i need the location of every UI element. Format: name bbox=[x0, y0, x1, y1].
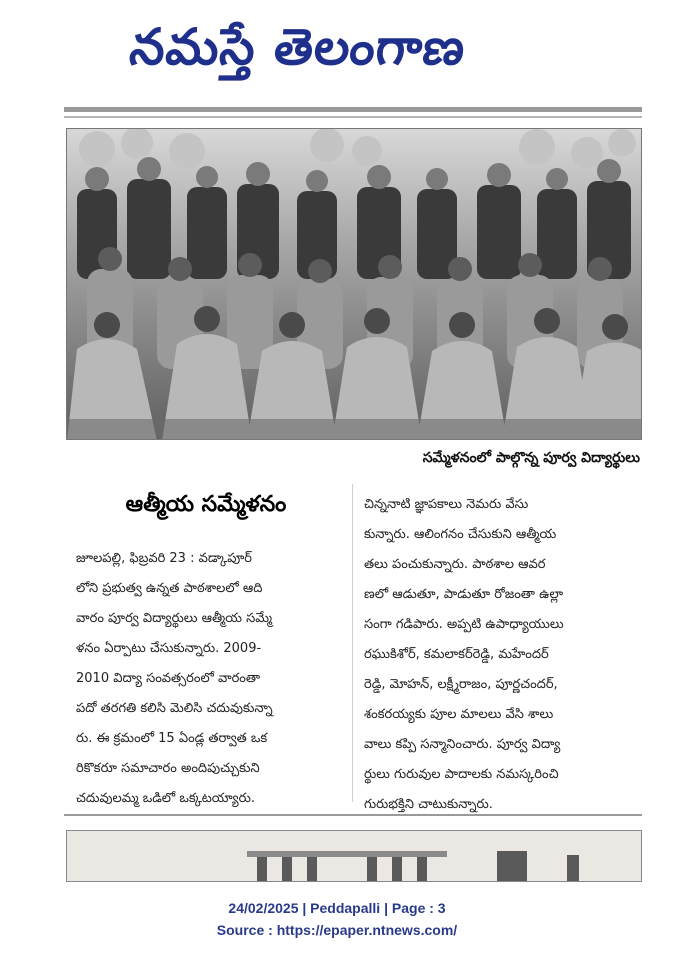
news-photo bbox=[66, 128, 642, 440]
next-article-photo bbox=[66, 830, 642, 882]
article-line: తలు పంచుకున్నారు. పాఠశాల ఆవర bbox=[364, 557, 546, 572]
article-line: రు. ఈ క్రమంలో 15 ఏండ్ల తర్వాత ఒక bbox=[76, 731, 268, 746]
group-photo-illustration bbox=[67, 129, 642, 440]
article-line: రెడ్డి, మోహన్, లక్ష్మీరాజం, పూర్ణచందర్, bbox=[364, 677, 558, 692]
article-line: చదువులమ్మ ఒడిలో ఒక్కటయ్యారు. bbox=[76, 791, 255, 806]
article-line: 2010 విద్యా సంవత్సరంలో వారంతా bbox=[76, 671, 261, 686]
footer-source: Source : https://epaper.ntnews.com/ bbox=[216, 922, 458, 938]
article-line: ణలో ఆడుతూ, పాడుతూ రోజంతా ఉల్లా bbox=[364, 587, 564, 602]
article-line: చిన్ననాటి జ్ఞాపకాలు నెమరు వేసు bbox=[364, 497, 529, 512]
article-line: జూలపల్లి, ఫిబ్రవరి 23 : వడ్కాపూర్ bbox=[76, 551, 253, 566]
masthead-rule-thin bbox=[64, 116, 642, 118]
article-line: ర్థులు గురువుల పాదాలకు నమస్కరించి bbox=[364, 767, 559, 782]
article-line: రికొకరూ సమాచారం అందిపుచ్చుకుని bbox=[76, 761, 260, 776]
newspaper-masthead: నమస్తే తెలంగాణ bbox=[126, 18, 469, 76]
article-line: పదో తరగతి కలిసి మెలిసి చదువుకున్నా bbox=[76, 701, 273, 716]
article-line: వాలు కప్పి సన్మానించారు. పూర్వ విద్యా bbox=[364, 737, 561, 752]
footer-date-page: 24/02/2025 | Peddapalli | Page : 3 bbox=[228, 900, 446, 916]
article-line: శంకరయ్యకు పూల మాలలు వేసి శాలు bbox=[364, 707, 554, 722]
article-line: వారం పూర్వ విద్యార్థులు ఆత్మీయ సమ్మే bbox=[76, 611, 273, 626]
article-line: లోని ప్రభుత్వ ఉన్నత పాఠశాలలో ఆది bbox=[76, 581, 263, 596]
article-line: గురుభక్తిని చాటుకున్నారు. bbox=[364, 797, 493, 812]
article-line: ళనం ఏర్పాటు చేసుకున్నారు. 2009- bbox=[76, 641, 262, 656]
column-divider bbox=[352, 484, 353, 802]
article-line: కున్నారు. ఆలింగనం చేసుకుని ఆత్మీయ bbox=[364, 527, 557, 542]
article-column-right bbox=[364, 490, 642, 820]
article-column-left bbox=[76, 544, 348, 814]
masthead-rule-thick bbox=[64, 107, 642, 112]
article-line: రఘుకిశోర్, కమలాకర్‌రెడ్డి, మహేందర్ bbox=[364, 647, 549, 662]
hall-photo-illustration bbox=[67, 831, 642, 882]
section-rule bbox=[64, 814, 642, 816]
article-line: సంగా గడిపారు. అప్పటి ఉపాధ్యాయులు bbox=[364, 617, 564, 632]
article-headline: ఆత్మీయ సమ్మేళనం bbox=[125, 492, 287, 517]
photo-caption: సమ్మేళనంలో పాల్గొన్న పూర్వ విద్యార్థులు bbox=[422, 450, 640, 466]
